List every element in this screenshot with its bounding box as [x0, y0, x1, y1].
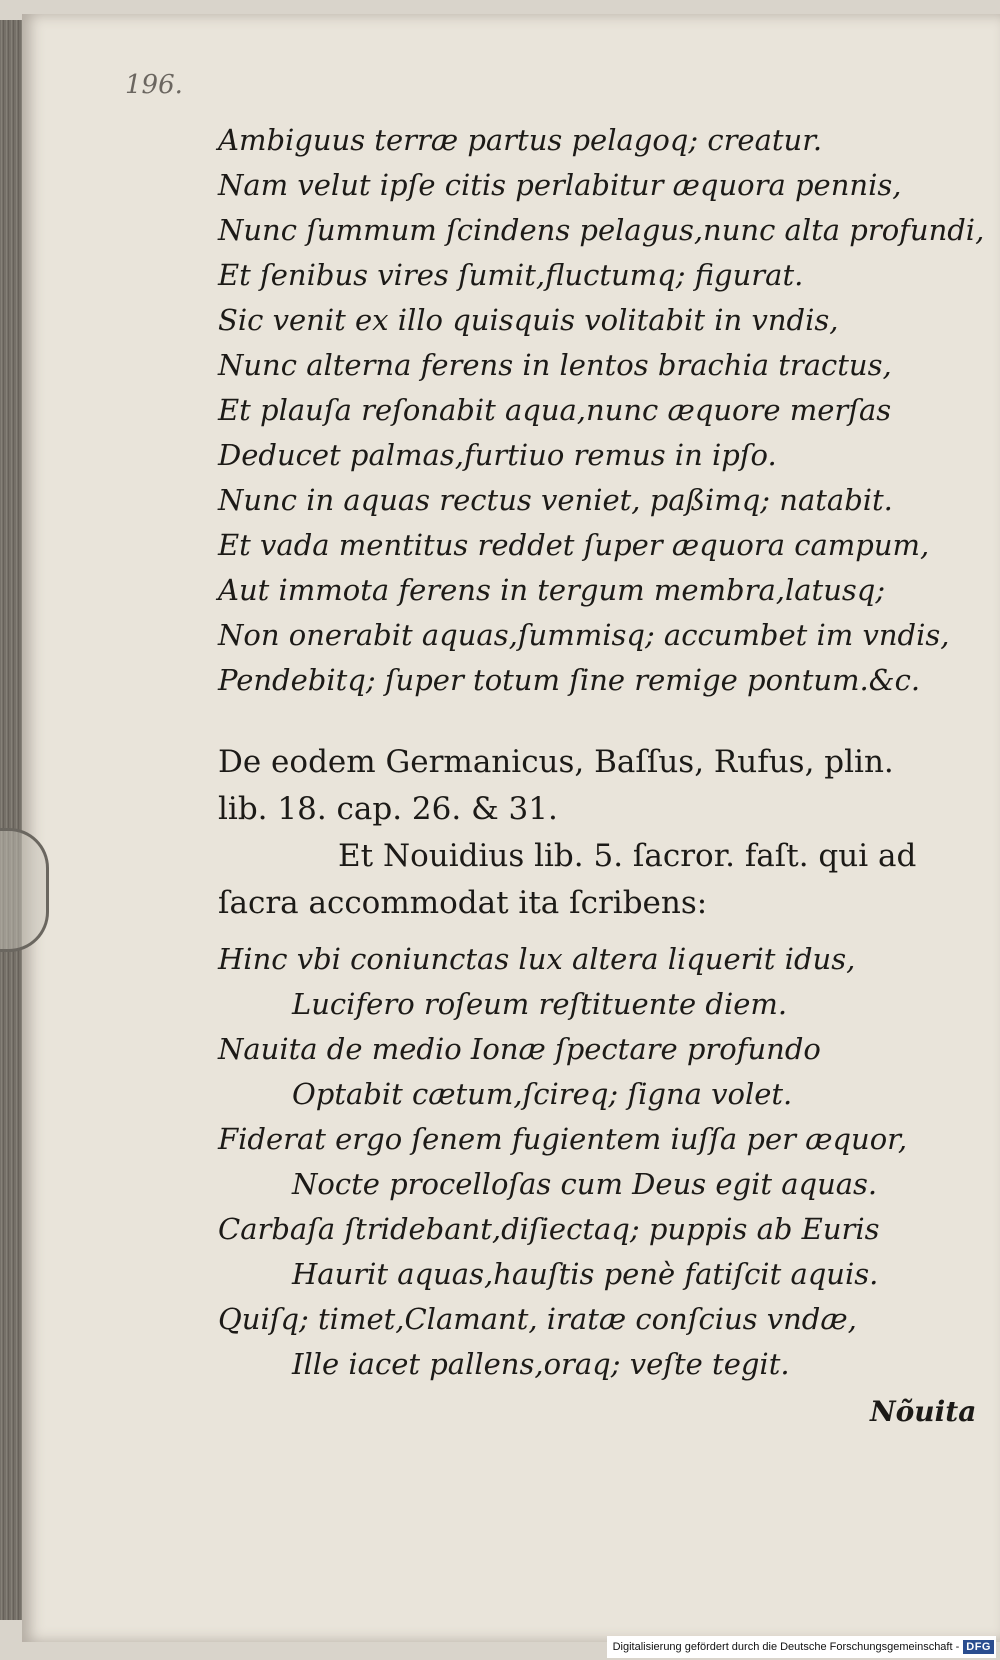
verse-line: Lucifero roſeum reſtituente diem.: [292, 987, 788, 1021]
verse-line: Ambiguus terræ partus pelagoq; creatur.: [218, 123, 823, 157]
page-text: [218, 118, 985, 1387]
prose-block: [218, 739, 958, 927]
prose-line: ſacra accommodat ita ſcribens:: [218, 885, 708, 921]
footer-credit: Digitalisierung gefördert durch die Deutsche Forschungsgemeinschaft -: [612, 1641, 960, 1653]
prose-line: De eodem Germanicus, Baſſus, Rufus, plin.: [218, 744, 894, 780]
page-number: 196.: [125, 70, 183, 100]
verse-line: Et ſenibus vires ſumit,fluctumq; figurat.: [218, 258, 804, 292]
digitization-footer: [607, 1636, 996, 1658]
verse-line: Nunc alterna ferens in lentos brachia tractus,: [218, 348, 892, 382]
verse-block-1: [218, 118, 985, 703]
verse-block-2: [218, 937, 958, 1387]
verse-line: Sic venit ex illo quisquis volitabit in vndis,: [218, 303, 839, 337]
verse-line: Nocte procelloſas cum Deus egit aquas.: [292, 1167, 878, 1201]
verse-line: Quiſq; timet,Clamant, iratæ conſcius vndæ,: [218, 1302, 857, 1336]
prose-line: Et Nouidius lib. 5. ſacror. faſt. qui ad: [338, 838, 917, 874]
verse-line: Optabit cætum,ſcireq; ſigna volet.: [292, 1077, 793, 1111]
spacer: [218, 703, 958, 739]
spacer: [218, 927, 958, 937]
verse-line: Ille iacet pallens,oraq; veſte tegit.: [292, 1347, 790, 1381]
verse-line: Nunc in aquas rectus veniet, paßimq; natabit.: [218, 483, 893, 517]
prose-line: lib. 18. cap. 26. & 31.: [218, 791, 558, 827]
verse-line: Nam velut ipſe citis perlabitur æquora pennis,: [218, 168, 902, 202]
verse-line: Nauita de medio Ionæ ſpectare profundo: [218, 1032, 821, 1066]
catchword: Nõuita: [870, 1395, 977, 1428]
verse-line: Pendebitq; ſuper totum ſine remige pontum.&c.: [218, 663, 921, 697]
page-clip: [0, 828, 49, 952]
verse-line: Non onerabit aquas,ſummisq; accumbet im vndis,: [218, 618, 950, 652]
verse-line: Et plauſa reſonabit aqua,nunc æquore merſas: [218, 393, 892, 427]
verse-line: Haurit aquas,hauſtis penè fatiſcit aquis.: [292, 1257, 879, 1291]
verse-line: Aut immota ferens in tergum membra,latusq;: [218, 573, 886, 607]
verse-line: Hinc vbi coniunctas lux altera liquerit idus,: [218, 942, 856, 976]
dfg-logo: DFG: [963, 1640, 994, 1654]
verse-line: Deducet palmas,furtiuo remus in ipſo.: [218, 438, 777, 472]
verse-line: Carbaſa ſtridebant,diſiectaq; puppis ab Euris: [218, 1212, 880, 1246]
verse-line: Et vada mentitus reddet ſuper æquora campum,: [218, 528, 930, 562]
verse-line: Fiderat ergo ſenem fugientem iuſſa per æquor,: [218, 1122, 908, 1156]
verse-line: Nunc ſummum ſcindens pelagus,nunc alta profundi,: [218, 213, 985, 247]
